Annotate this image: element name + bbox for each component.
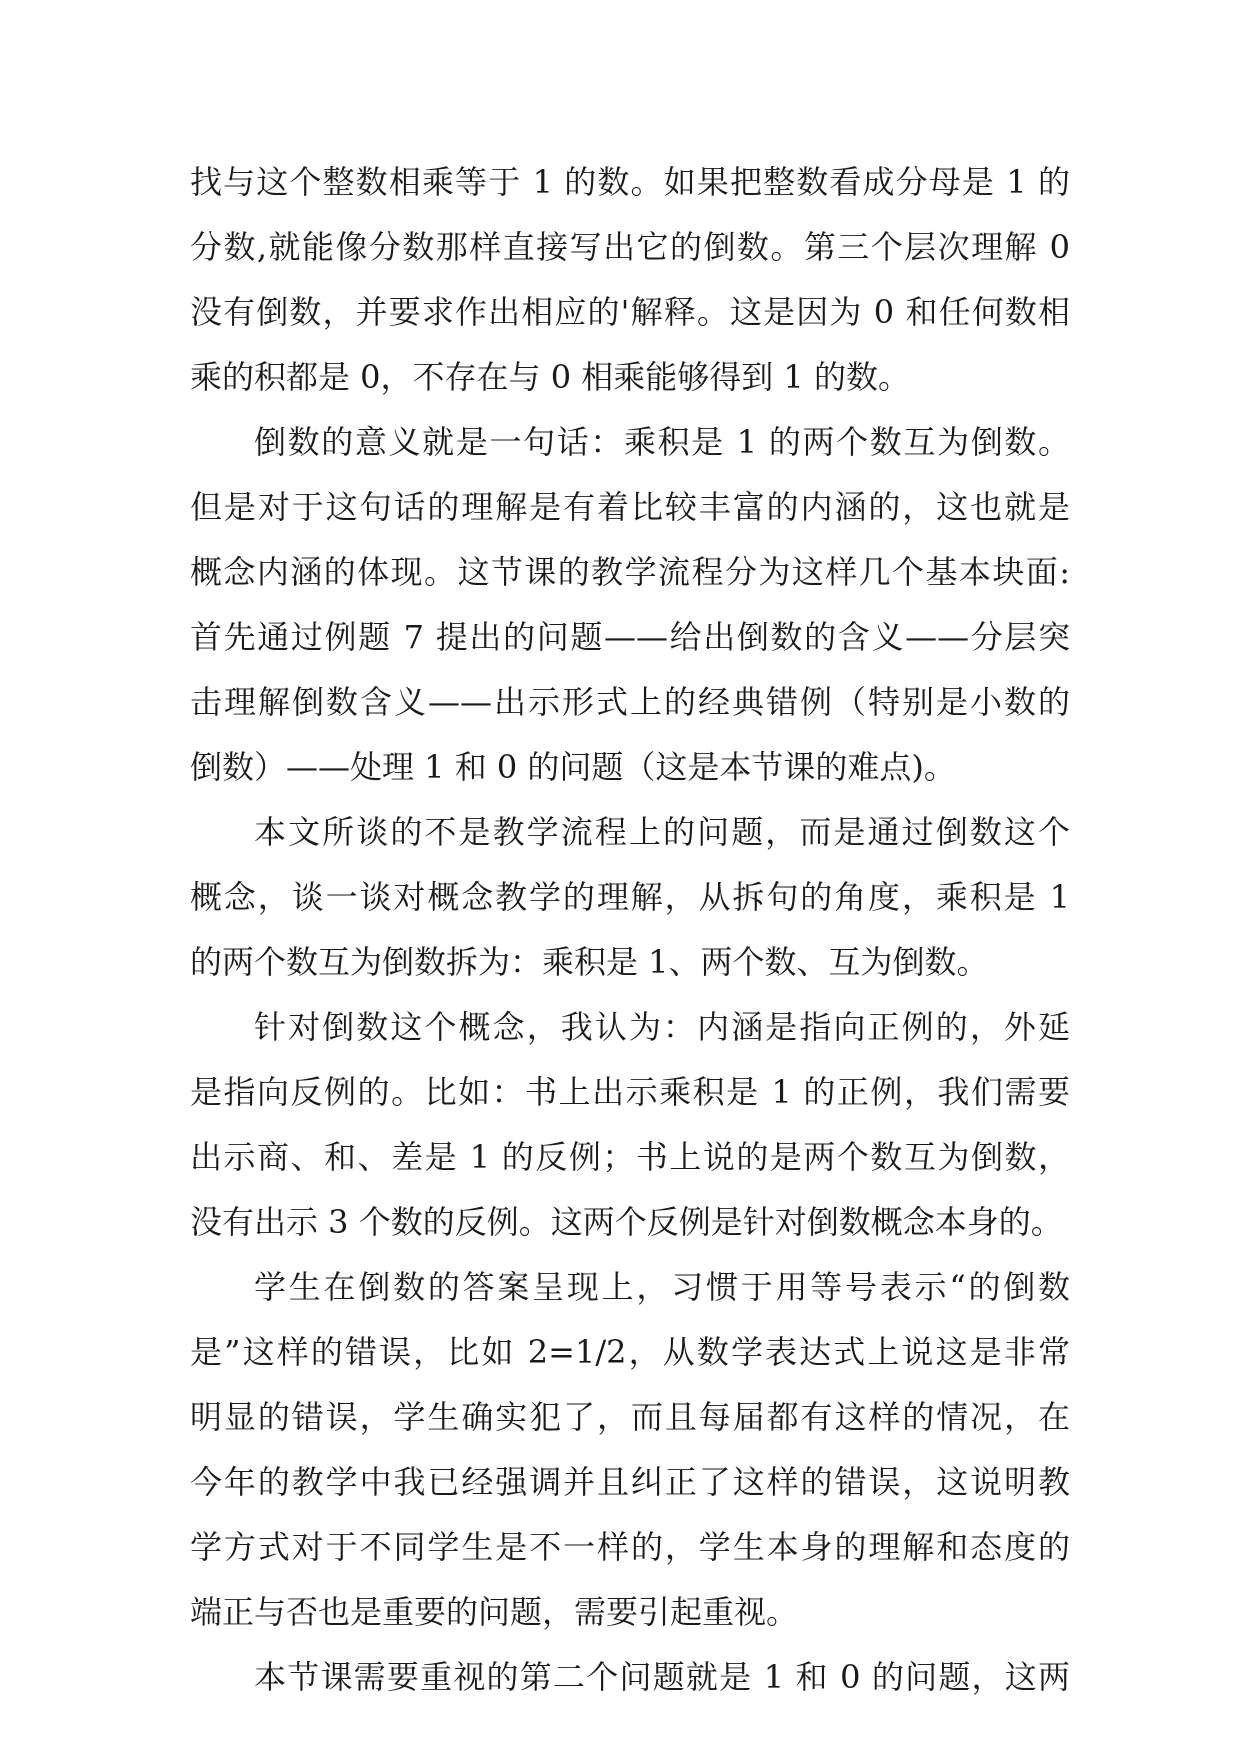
text-line: 找与这个整数相乘等于 1 的数。如果把整数看成分母是 1 的 [190, 163, 1070, 201]
text-line: 没有出示 3 个数的反例。这两个反例是针对倒数概念本身的。 [190, 1203, 1063, 1241]
text-line: 击理解倒数含义——出示形式上的经典错例（特别是小数的 [190, 683, 1070, 721]
text-line: 没有倒数，并要求作出相应的'解释。这是因为 0 和任何数相 [190, 293, 1070, 331]
text-line: 学方式对于不同学生是不一样的，学生本身的理解和态度的 [190, 1528, 1070, 1566]
text-line: 倒数的意义就是一句话：乘积是 1 的两个数互为倒数。 [254, 423, 1070, 461]
text-line: 是指向反例的。比如：书上出示乘积是 1 的正例，我们需要 [190, 1073, 1070, 1111]
paragraph [190, 995, 1070, 1255]
paragraph [190, 410, 1070, 800]
text-line: 倒数）——处理 1 和 0 的问题（这是本节课的难点)。 [190, 748, 956, 786]
text-line: 明显的错误，学生确实犯了，而且每届都有这样的情况，在 [190, 1398, 1070, 1436]
text-line: 今年的教学中我已经强调并且纠正了这样的错误，这说明教 [190, 1463, 1070, 1501]
text-line: 但是对于这句话的理解是有着比较丰富的内涵的，这也就是 [190, 488, 1070, 526]
document-body [190, 150, 1070, 1710]
text-line: 出示商、和、差是 1 的反例；书上说的是两个数互为倒数， [190, 1138, 1070, 1176]
paragraph [190, 1255, 1070, 1645]
text-line: 概念，谈一谈对概念教学的理解，从拆句的角度，乘积是 1 [190, 878, 1070, 916]
text-line: 针对倒数这个概念，我认为：内涵是指向正例的，外延 [254, 1008, 1070, 1046]
text-line: 分数,就能像分数那样直接写出它的倒数。第三个层次理解 0 [190, 228, 1070, 266]
text-line: 首先通过例题 7 提出的问题——给出倒数的含义——分层突 [190, 618, 1070, 656]
text-line: 学生在倒数的答案呈现上，习惯于用等号表示“的倒数 [254, 1268, 1070, 1306]
paragraph [190, 1645, 1070, 1710]
text-line: 概念内涵的体现。这节课的教学流程分为这样几个基本块面: [190, 553, 1070, 591]
paragraph [190, 800, 1070, 995]
text-line: 端正与否也是重要的问题，需要引起重视。 [190, 1593, 799, 1631]
text-line: 本文所谈的不是教学流程上的问题，而是通过倒数这个 [254, 813, 1070, 851]
text-line: 乘的积都是 0，不存在与 0 相乘能够得到 1 的数。 [190, 358, 910, 396]
paragraph [190, 150, 1070, 410]
text-line: 是”这样的错误，比如 2=1/2，从数学表达式上说这是非常 [190, 1333, 1070, 1371]
text-line: 本节课需要重视的第二个问题就是 1 和 0 的问题，这两 [254, 1658, 1070, 1696]
text-line: 的两个数互为倒数拆为：乘积是 1、两个数、互为倒数。 [190, 943, 989, 981]
